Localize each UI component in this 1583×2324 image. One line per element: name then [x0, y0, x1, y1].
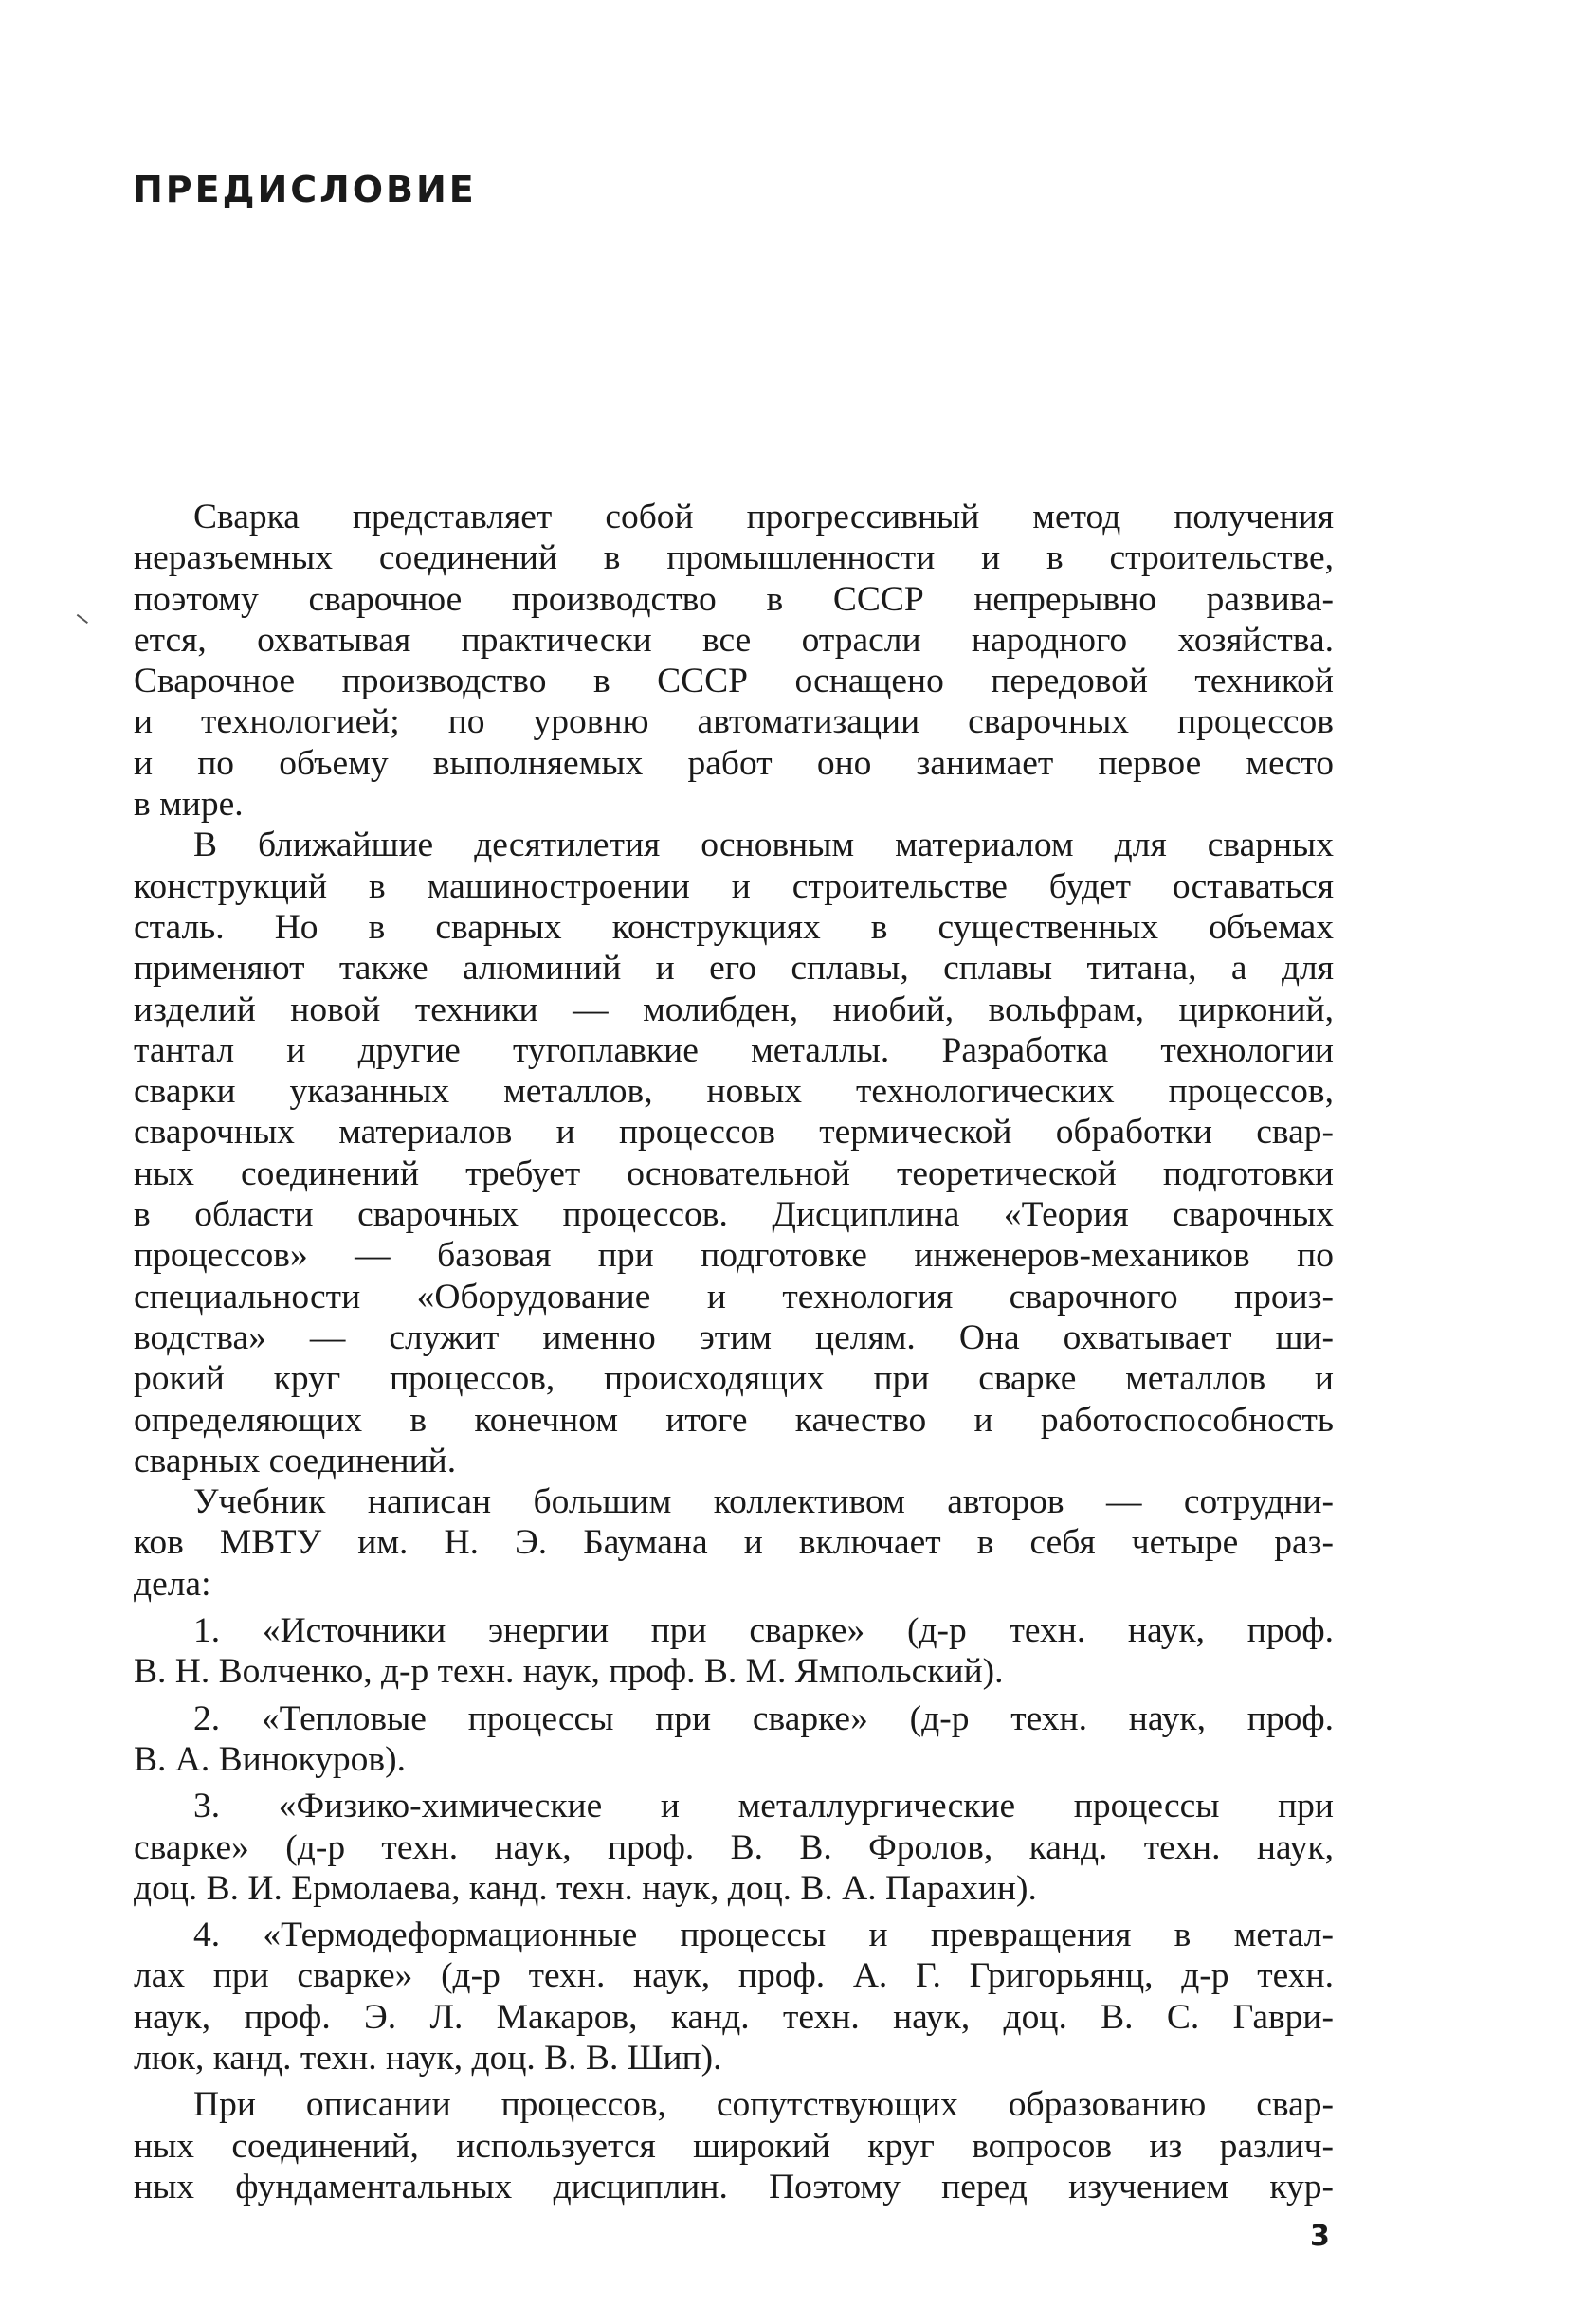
scan-artifact-mark [77, 614, 88, 624]
text-line: изделий новой техники — молибден, ниобий, вольфрам, цирконий, [134, 990, 1334, 1029]
text-line: ется, охватывая практически все отрасли народного хозяйства. [134, 620, 1334, 660]
text-line: 2. «Тепловые процессы при сварке» (д-р техн. наук, проф. [193, 1698, 1334, 1738]
text-line: тантал и другие тугоплавкие металлы. Разработка технологии [134, 1030, 1334, 1070]
text-line: люк, канд. техн. наук, доц. В. В. Шип). [134, 2038, 722, 2078]
text-line: сталь. Но в сварных конструкциях в существенных объемах [134, 907, 1334, 947]
text-line: Учебник написан большим коллективом авторов — сотрудни- [193, 1482, 1334, 1522]
text-line: 1. «Источники энергии при сварке» (д-р техн. наук, проф. [193, 1611, 1334, 1651]
text-line: и по объему выполняемых работ оно занимает первое место [134, 743, 1334, 783]
text-line: ных соединений, используется широкий круг вопросов из различ- [134, 2126, 1334, 2166]
list-item [134, 1698, 1334, 1781]
text-line: При описании процессов, сопутствующих образованию свар- [193, 2085, 1334, 2125]
text-line: ков МВТУ им. Н. Э. Баумана и включает в себя четыре раз- [134, 1523, 1334, 1563]
text-line: рокий круг процессов, происходящих при сварке металлов и [134, 1359, 1334, 1399]
paragraph [134, 497, 1334, 825]
text-line: ных соединений требует основательной теоретической подготовки [134, 1153, 1334, 1193]
list-item [134, 1610, 1334, 1693]
text-line: В. Н. Волченко, д-р техн. наук, проф. В. М. Ямпольский). [134, 1652, 1004, 1692]
paragraph [134, 1481, 1334, 1605]
text-line: сварных соединений. [134, 1441, 457, 1480]
text-line: в области сварочных процессов. Дисциплина «Теория сварочных [134, 1195, 1334, 1235]
text-line: поэтому сварочное производство в СССР непрерывно развива- [134, 579, 1334, 619]
list-item [134, 2084, 1334, 2207]
text-line: В. А. Винокуров). [134, 1739, 406, 1779]
text-line: доц. В. И. Ермолаева, канд. техн. наук, доц. В. А. Парахин). [134, 1868, 1037, 1908]
text-line: применяют также алюминий и его сплавы, сплавы титана, а для [134, 949, 1334, 989]
text-line: конструкций в машиностроении и строительстве будет оставаться [134, 866, 1334, 906]
text-line: специальности «Оборудование и технология сварочного произ- [134, 1277, 1334, 1316]
list-item [134, 1915, 1334, 2079]
text-line: в мире. [134, 785, 244, 825]
text-line: 4. «Термодеформационные процессы и превращения в метал- [193, 1915, 1334, 1955]
text-line: 3. «Физико-химические и металлургические процессы при [193, 1787, 1334, 1826]
page-title: ПРЕДИСЛОВИЕ [133, 169, 477, 210]
text-line: водства» — служит именно этим целям. Она охватывает ши- [134, 1317, 1334, 1357]
text-line: Сварочное производство в СССР оснащено передовой техникой [134, 662, 1334, 701]
page-number: 3 [1310, 2220, 1330, 2253]
text-line: дела: [134, 1564, 211, 1604]
text-line: сварке» (д-р техн. наук, проф. В. В. Фролов, канд. техн. наук, [134, 1827, 1334, 1867]
paragraph [134, 825, 1334, 1481]
text-line: Сварка представляет собой прогрессивный метод получения [193, 498, 1334, 536]
text-line: процессов» — базовая при подготовке инженеров-механиков по [134, 1236, 1334, 1276]
document-body [134, 497, 1334, 2207]
text-line: сварочных материалов и процессов термической обработки свар- [134, 1113, 1334, 1153]
text-line: наук, проф. Э. Л. Макаров, канд. техн. наук, доц. В. С. Гаври- [134, 1997, 1334, 2037]
text-line: лах при сварке» (д-р техн. наук, проф. А. Г. Григорьянц, д-р техн. [134, 1956, 1334, 1996]
text-line: определяющих в конечном итоге качество и работоспособность [134, 1400, 1334, 1440]
list-item [134, 1786, 1334, 1909]
text-line: ных фундаментальных дисциплин. Поэтому перед изучением кур- [134, 2167, 1334, 2206]
text-line: и технологией; по уровню автоматизации сварочных процессов [134, 702, 1334, 742]
text-line: В ближайшие десятилетия основным материалом для сварных [193, 826, 1334, 865]
text-line: сварки указанных металлов, новых технологических процессов, [134, 1072, 1334, 1112]
text-line: неразъемных соединений в промышленности и в строительстве, [134, 538, 1334, 578]
